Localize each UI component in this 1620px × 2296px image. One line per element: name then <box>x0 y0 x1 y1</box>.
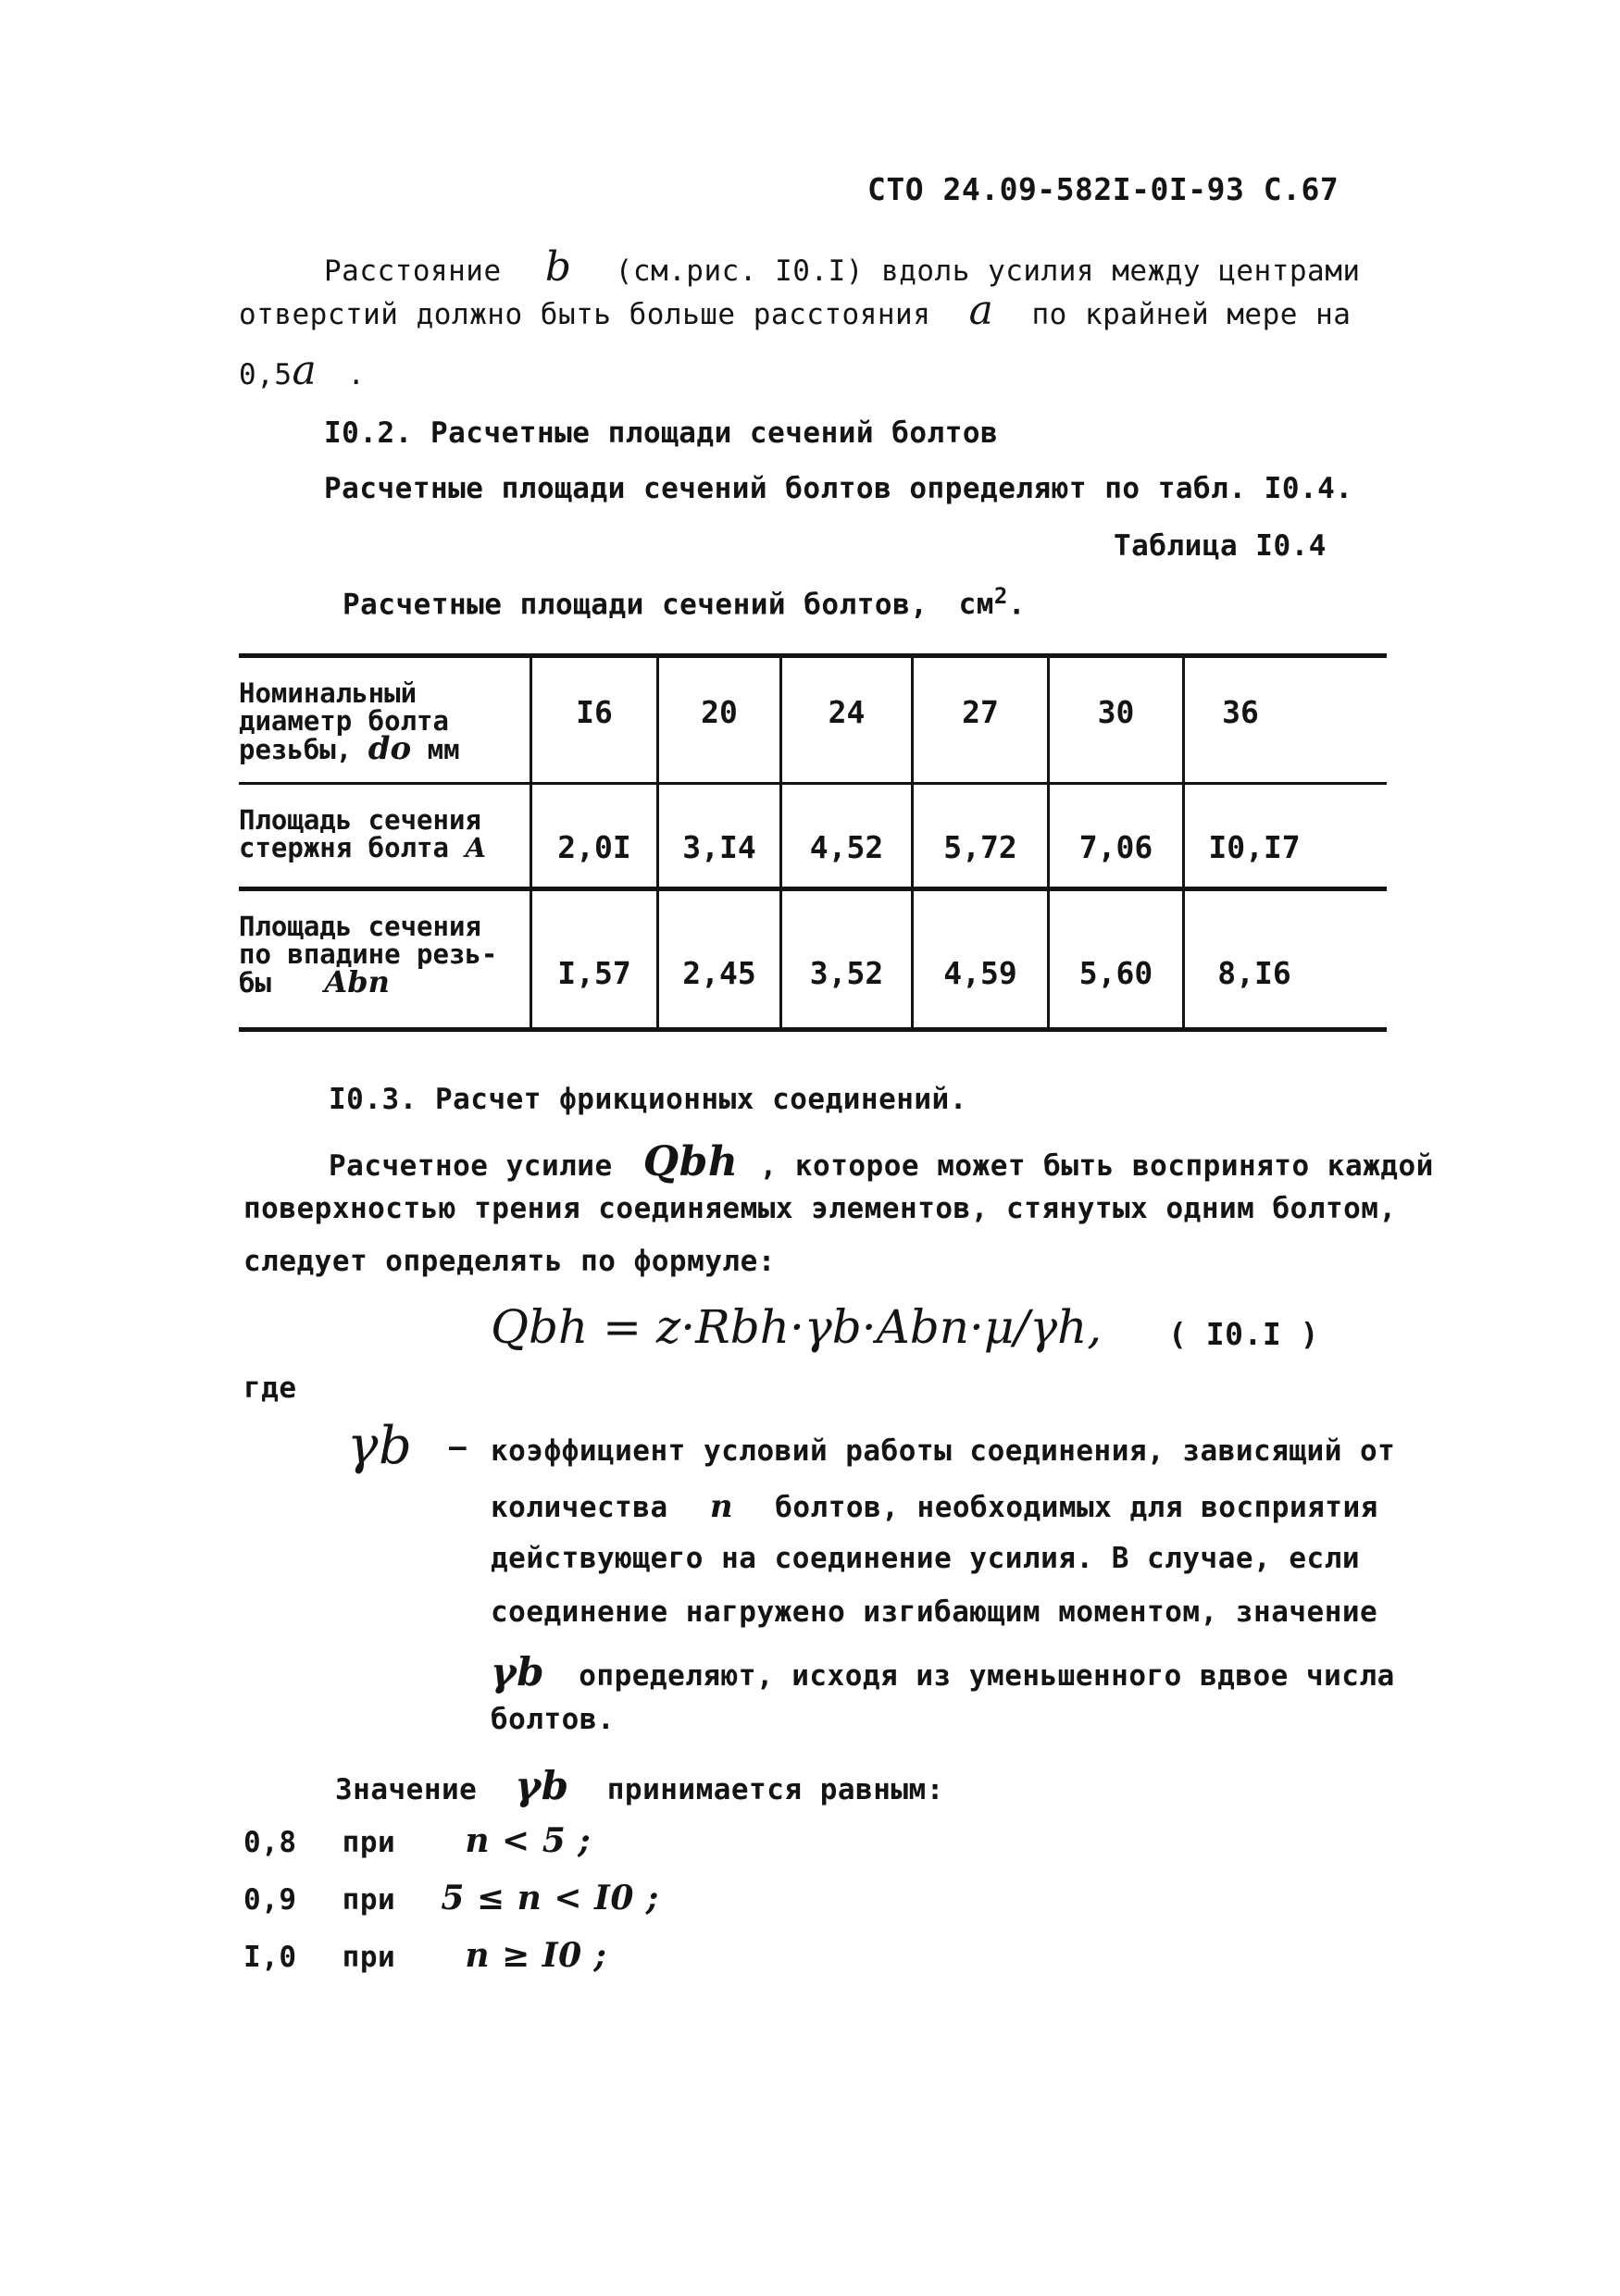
var-gamma-b: γb <box>491 1649 545 1694</box>
table-cell: 2,45 <box>682 955 756 991</box>
table-cell: 4,52 <box>809 829 884 865</box>
definition-text: болтов, необходимых для восприятия <box>775 1491 1378 1524</box>
intro-text: по крайней мере на <box>1031 298 1352 331</box>
header-cell: 36 <box>1222 694 1259 730</box>
table-cell: 2,0I <box>557 829 631 865</box>
var-b: b <box>544 243 572 291</box>
header-row-label <box>239 677 460 767</box>
intro-line-2 <box>239 287 1351 334</box>
definition-dash: – <box>449 1431 467 1464</box>
section-heading-10-2: I0.2. Расчетные площади сечений болтов <box>324 416 999 450</box>
row-label-text: стержня болта <box>239 832 449 863</box>
row-label-line: Площадь сечения <box>239 804 481 836</box>
table-rule-top <box>239 653 1387 658</box>
table-cell: 8,I6 <box>1217 955 1291 991</box>
value-word: при <box>342 1826 396 1859</box>
var-a: a <box>968 287 994 334</box>
definition-line-4: соединение нагружено изгибающим моментом, значение <box>491 1595 1378 1629</box>
value-word: при <box>342 1883 396 1917</box>
section-text: Расчетное усилие <box>329 1149 613 1183</box>
intro-value: 0,5 <box>239 358 293 391</box>
table-unit: см <box>958 588 994 622</box>
header-cell: 20 <box>701 694 738 730</box>
table-unit-dot: . <box>1007 588 1027 622</box>
intro-period: . <box>347 358 366 391</box>
row-label-thread-area <box>239 912 497 997</box>
bolt-area-table <box>239 653 1387 1031</box>
values-intro-text: принимается равным: <box>606 1773 944 1806</box>
value-condition: n < 5 ; <box>465 1821 592 1860</box>
section-text: , которое может быть воспринято каждой <box>759 1149 1434 1183</box>
table-cell: I,57 <box>557 955 631 991</box>
table-title <box>343 583 1026 621</box>
var-do: do <box>368 730 412 767</box>
section-10-3-line-3: следует определять по формуле: <box>243 1245 776 1278</box>
value-condition: 5 ≤ n < I0 ; <box>441 1879 659 1917</box>
table-unit-power: 2 <box>993 583 1008 609</box>
header-label-line: Номинальный <box>239 677 417 709</box>
table-cell: I0,I7 <box>1208 829 1301 865</box>
definition-line-6: болтов. <box>491 1703 616 1736</box>
table-rule-header <box>239 782 1387 785</box>
row-label-text: бы <box>239 967 271 999</box>
header-cell: 27 <box>962 694 999 730</box>
table-cell: 3,I4 <box>682 829 756 865</box>
var-Qbh: Qbh <box>642 1138 739 1185</box>
table-rule-bottom <box>239 1027 1387 1032</box>
header-cell: 30 <box>1097 694 1135 730</box>
intro-text: Расстояние <box>324 254 502 288</box>
var-n: n <box>709 1488 734 1525</box>
table-cell: 4,59 <box>943 955 1017 991</box>
row-label-line <box>239 964 497 999</box>
intro-text: отверстий должно быть больше расстояния <box>239 298 931 331</box>
header-cell: I6 <box>576 694 613 730</box>
definition-symbol: γb <box>347 1416 413 1476</box>
definition-text: количества <box>491 1491 668 1524</box>
value: I,0 <box>243 1941 297 1974</box>
intro-text: (см.рис. I0.I) вдоль усилия между центрами <box>615 254 1361 288</box>
table-cell: 3,52 <box>809 955 884 991</box>
definition-line-5 <box>491 1649 1395 1694</box>
row-label-line: Площадь сечения <box>239 911 481 942</box>
header-cell: 24 <box>828 694 866 730</box>
values-intro <box>335 1763 944 1808</box>
document-code: СТО 24.09-582I-0I-93 С.67 <box>867 171 1340 207</box>
values-list-item <box>243 1821 591 1860</box>
row-label-line: по впадине резь- <box>239 938 498 970</box>
table-cell: 5,72 <box>943 829 1017 865</box>
table-cell: 7,06 <box>1078 829 1153 865</box>
values-list-item <box>243 1936 606 1975</box>
values-intro-text: Значение <box>335 1773 478 1806</box>
row-label-line <box>239 834 486 862</box>
definition-line-2 <box>491 1488 1378 1525</box>
var-a: a <box>292 347 318 394</box>
formula-10-1: Qbh = z·Rbh·γb·Abn·μ/γh, <box>491 1300 1103 1354</box>
section-10-3-line-1 <box>329 1138 1434 1185</box>
var-gamma-b: γb <box>515 1763 569 1808</box>
value: 0,9 <box>243 1883 297 1917</box>
header-label-line: диаметр болта <box>239 705 449 737</box>
formula-number: ( I0.I ) <box>1168 1316 1319 1352</box>
definition-text: определяют, исходя из уменьшенного вдвое числа <box>579 1659 1395 1693</box>
table-label: Таблица I0.4 <box>1114 529 1327 563</box>
section-10-3-line-2: поверхностью трения соединяемых элементов, стянутых одним болтом, <box>243 1192 1397 1225</box>
where-word: где <box>243 1371 297 1405</box>
table-cell: 5,60 <box>1078 955 1153 991</box>
table-title-text: Расчетные площади сечений болтов, <box>343 588 928 622</box>
value: 0,8 <box>243 1826 297 1859</box>
definition-line-3: действующего на соединение усилия. В случае, если <box>491 1542 1361 1575</box>
header-label-line <box>239 730 460 767</box>
definition-line-1: коэффициент условий работы соединения, зависящий от <box>491 1434 1396 1468</box>
value-condition: n ≥ I0 ; <box>465 1936 607 1975</box>
row-label-shank-area <box>239 806 486 862</box>
section-heading-10-3: I0.3. Расчет фрикционных соединений. <box>329 1083 967 1116</box>
table-rule-row1 <box>239 887 1387 891</box>
value-word: при <box>342 1941 396 1974</box>
section-sentence-10-2: Расчетные площади сечений болтов определяют по табл. I0.4. <box>324 472 1353 505</box>
var-A: A <box>465 832 486 863</box>
intro-line-3 <box>239 347 366 394</box>
values-list-item <box>243 1879 659 1917</box>
var-Abn: Abn <box>324 964 390 999</box>
header-label-text: резьбы, <box>239 734 353 765</box>
intro-line-1 <box>324 243 1361 291</box>
header-label-unit: мм <box>427 734 460 765</box>
